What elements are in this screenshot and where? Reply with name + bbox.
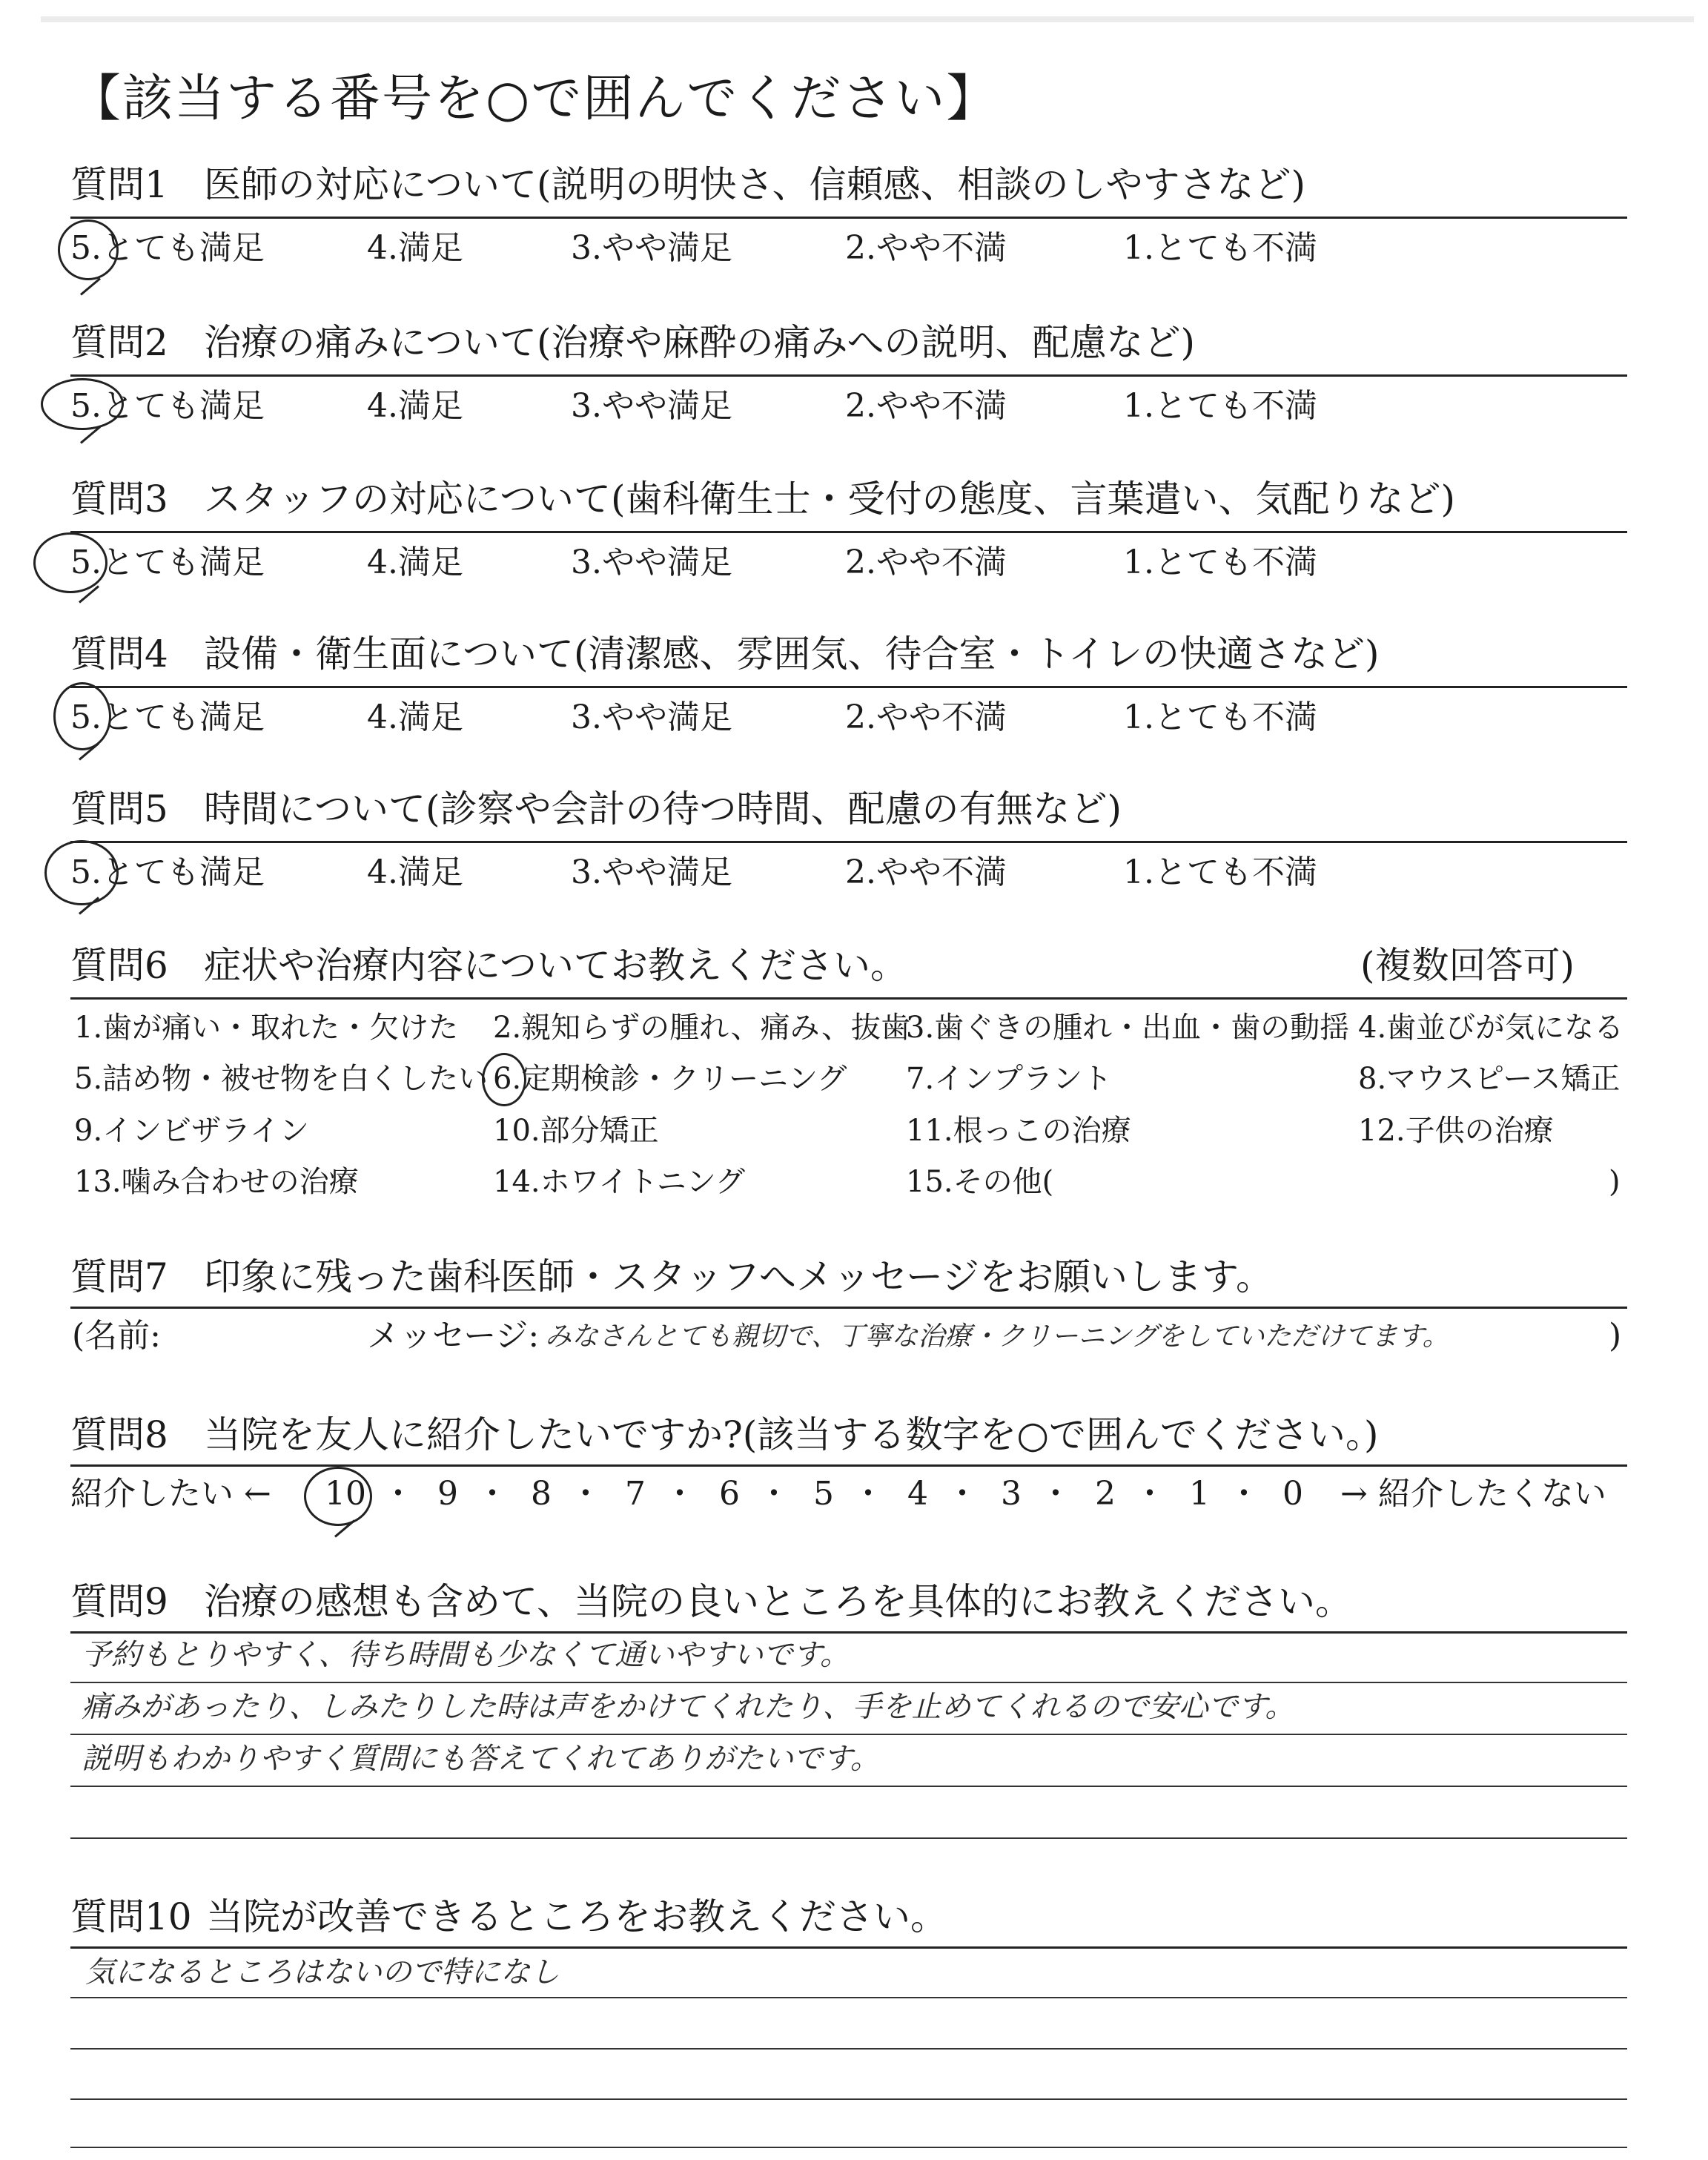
writing-line xyxy=(70,1682,1627,1683)
question-text: 印象に残った歯科医師・スタッフへメッセージをお願いします。 xyxy=(204,1255,1273,1298)
question-underline xyxy=(70,374,1627,377)
question-text: 当院を友人に紹介したいですか?(該当する数字を○で囲んでください。) xyxy=(204,1413,1379,1456)
writing-line xyxy=(70,1837,1627,1839)
question-underline xyxy=(70,1307,1627,1309)
symptom-option-5[interactable]: 5.詰め物・被せ物を白くしたい xyxy=(74,1062,489,1096)
question-label: 質問4 xyxy=(70,633,168,676)
question-underline xyxy=(70,531,1627,533)
writing-line xyxy=(70,2098,1627,2100)
symptom-option-4[interactable]: 4.歯並びが気になる xyxy=(1358,1011,1624,1045)
handwritten-message: みなさんとても親切で、丁寧な治療・クリーニングをしていただけてます。 xyxy=(545,1321,1449,1352)
scale-value-0[interactable]: 0 xyxy=(1282,1475,1303,1513)
rating-option-2[interactable]: 2.やや不満 xyxy=(845,698,1007,736)
rating-option-3[interactable]: 3.やや満足 xyxy=(571,698,732,736)
recommend-right-label: → 紹介したくない xyxy=(1340,1475,1606,1513)
selection-circle-mark xyxy=(33,532,107,593)
rating-option-1[interactable]: 1.とても不満 xyxy=(1123,698,1317,736)
selection-circle-mark xyxy=(58,219,119,280)
rating-option-4[interactable]: 4.満足 xyxy=(367,698,463,736)
question-label: 質問1 xyxy=(70,163,168,206)
scale-value-3[interactable]: 3 xyxy=(1001,1475,1022,1513)
scale-separator: ・ xyxy=(663,1475,696,1513)
writing-line xyxy=(70,1997,1627,1998)
multiple-answer-note: (複数回答可) xyxy=(1360,944,1575,987)
symptom-option-11[interactable]: 11.根っこの治療 xyxy=(906,1114,1131,1148)
rating-option-5[interactable]: 5.とても満足 xyxy=(70,853,265,891)
recommend-left-label: 紹介したい ← xyxy=(70,1475,271,1513)
scale-value-2[interactable]: 2 xyxy=(1095,1475,1116,1513)
scale-separator: ・ xyxy=(758,1475,790,1513)
form-title: 【該当する番号を○で囲んでください】 xyxy=(70,70,999,128)
rating-option-1[interactable]: 1.とても不満 xyxy=(1123,387,1317,425)
writing-line xyxy=(70,1786,1627,1787)
scale-value-7[interactable]: 7 xyxy=(625,1475,646,1513)
rating-option-5[interactable]: 5.とても満足 xyxy=(70,387,265,425)
symptom-option-8[interactable]: 8.マウスピース矯正 xyxy=(1358,1062,1621,1096)
scale-value-1[interactable]: 1 xyxy=(1189,1475,1210,1513)
symptom-option-3[interactable]: 3.歯ぐきの腫れ・出血・歯の動揺 xyxy=(906,1011,1350,1045)
symptom-option-12[interactable]: 12.子供の治療 xyxy=(1358,1114,1554,1148)
scale-value-9[interactable]: 9 xyxy=(437,1475,458,1513)
question-text: スタッフの対応について(歯科衛生士・受付の態度、言葉遣い、気配りなど) xyxy=(204,478,1456,521)
message-closing-paren: ) xyxy=(1609,1317,1622,1355)
scale-separator: ・ xyxy=(1133,1475,1166,1513)
symptom-option-13[interactable]: 13.噛み合わせの治療 xyxy=(74,1165,359,1199)
question-label: 質問8 xyxy=(70,1413,168,1456)
rating-option-5[interactable]: 5.とても満足 xyxy=(70,698,265,736)
writing-line xyxy=(70,1734,1627,1735)
question-label: 質問10 xyxy=(70,1895,192,1938)
name-label: (名前: xyxy=(72,1317,161,1355)
question-text: 当院が改善できるところをお教えください。 xyxy=(206,1895,947,1938)
symptom-option-2[interactable]: 2.親知らずの腫れ、痛み、抜歯 xyxy=(493,1011,910,1045)
rating-option-3[interactable]: 3.やや満足 xyxy=(571,387,732,425)
symptom-option-9[interactable]: 9.インビザライン xyxy=(74,1114,309,1148)
rating-option-3[interactable]: 3.やや満足 xyxy=(571,853,732,891)
scale-separator: ・ xyxy=(569,1475,602,1513)
selection-circle-tail xyxy=(80,277,101,295)
message-label: メッセージ: xyxy=(367,1317,540,1355)
selection-circle-mark xyxy=(304,1467,372,1526)
rating-option-4[interactable]: 4.満足 xyxy=(367,544,463,581)
scale-separator: ・ xyxy=(382,1475,414,1513)
writing-line xyxy=(70,2147,1627,2148)
question-label: 質問7 xyxy=(70,1255,168,1298)
scale-separator: ・ xyxy=(1228,1475,1260,1513)
symptom-option-1[interactable]: 1.歯が痛い・取れた・欠けた xyxy=(74,1011,459,1045)
rating-option-2[interactable]: 2.やや不満 xyxy=(845,853,1007,891)
selection-circle-mark xyxy=(44,840,119,905)
question-label: 質問2 xyxy=(70,321,168,364)
scale-value-10[interactable]: 10 xyxy=(325,1475,366,1513)
symptom-option-14[interactable]: 14.ホワイトニング xyxy=(493,1165,746,1199)
question-underline xyxy=(70,1631,1627,1634)
symptom-option-6[interactable]: 6.定期検診・クリーニング xyxy=(493,1062,847,1096)
question-label: 質問3 xyxy=(70,478,168,521)
symptom-option-7[interactable]: 7.インプラント xyxy=(906,1062,1113,1096)
rating-option-1[interactable]: 1.とても不満 xyxy=(1123,544,1317,581)
scale-value-4[interactable]: 4 xyxy=(907,1475,928,1513)
scale-value-5[interactable]: 5 xyxy=(813,1475,834,1513)
question-label: 質問6 xyxy=(70,944,168,987)
scale-separator: ・ xyxy=(1039,1475,1072,1513)
rating-option-3[interactable]: 3.やや満足 xyxy=(571,544,732,581)
question-underline xyxy=(70,686,1627,688)
rating-option-2[interactable]: 2.やや不満 xyxy=(845,544,1007,581)
selection-circle-mark xyxy=(53,682,111,750)
question-underline xyxy=(70,1464,1627,1467)
scale-separator: ・ xyxy=(476,1475,509,1513)
other-closing-paren: ) xyxy=(1609,1165,1621,1199)
handwritten-answer-line-2: 痛みがあったり、しみたりした時は声をかけてくれたり、手を止めてくれるので安心です。 xyxy=(82,1690,1295,1724)
question-label: 質問5 xyxy=(70,787,168,830)
scale-separator: ・ xyxy=(946,1475,979,1513)
writing-line xyxy=(70,2048,1627,2050)
rating-option-1[interactable]: 1.とても不満 xyxy=(1123,853,1317,891)
selection-circle-mark xyxy=(482,1053,526,1106)
handwritten-answer-line-3: 説明もわかりやすく質問にも答えてくれてありがたいです。 xyxy=(82,1742,880,1776)
scale-value-6[interactable]: 6 xyxy=(719,1475,740,1513)
question-underline xyxy=(70,217,1627,219)
question-label: 質問9 xyxy=(70,1580,168,1623)
scale-value-8[interactable]: 8 xyxy=(531,1475,552,1513)
question-text: 時間について(診察や会計の待つ時間、配慮の有無など) xyxy=(204,787,1122,830)
scale-separator: ・ xyxy=(852,1475,884,1513)
rating-option-4[interactable]: 4.満足 xyxy=(367,853,463,891)
selection-circle-mark xyxy=(41,378,124,430)
rating-option-4[interactable]: 4.満足 xyxy=(367,229,463,267)
question-text: 治療の痛みについて(治療や麻酔の痛みへの説明、配慮など) xyxy=(204,321,1196,364)
question-underline xyxy=(70,1946,1627,1949)
question-text: 治療の感想も含めて、当院の良いところを具体的にお教えください。 xyxy=(204,1580,1352,1623)
symptom-option-15[interactable]: 15.その他( xyxy=(906,1165,1054,1199)
rating-option-3[interactable]: 3.やや満足 xyxy=(571,229,732,267)
question-underline xyxy=(70,841,1627,843)
rating-option-5[interactable]: 5.とても満足 xyxy=(70,229,265,267)
question-underline xyxy=(70,997,1627,1000)
handwritten-answer-line-1: 気になるところはないので特になし xyxy=(85,1955,560,1989)
rating-option-1[interactable]: 1.とても不満 xyxy=(1123,229,1317,267)
symptom-option-10[interactable]: 10.部分矯正 xyxy=(493,1114,659,1148)
rating-option-4[interactable]: 4.満足 xyxy=(367,387,463,425)
scan-top-edge xyxy=(41,16,1694,22)
handwritten-answer-line-1: 予約もとりやすく、待ち時間も少なくて通いやすいです。 xyxy=(82,1638,850,1672)
rating-option-2[interactable]: 2.やや不満 xyxy=(845,387,1007,425)
rating-option-2[interactable]: 2.やや不満 xyxy=(845,229,1007,267)
question-text: 症状や治療内容についてお教えください。 xyxy=(204,944,907,987)
question-text: 医師の対応について(説明の明快さ、信頼感、相談のしやすさなど) xyxy=(204,163,1306,206)
question-text: 設備・衛生面について(清潔感、雰囲気、待合室・トイレの快適さなど) xyxy=(204,633,1380,676)
rating-option-5[interactable]: 5.とても満足 xyxy=(70,544,265,581)
